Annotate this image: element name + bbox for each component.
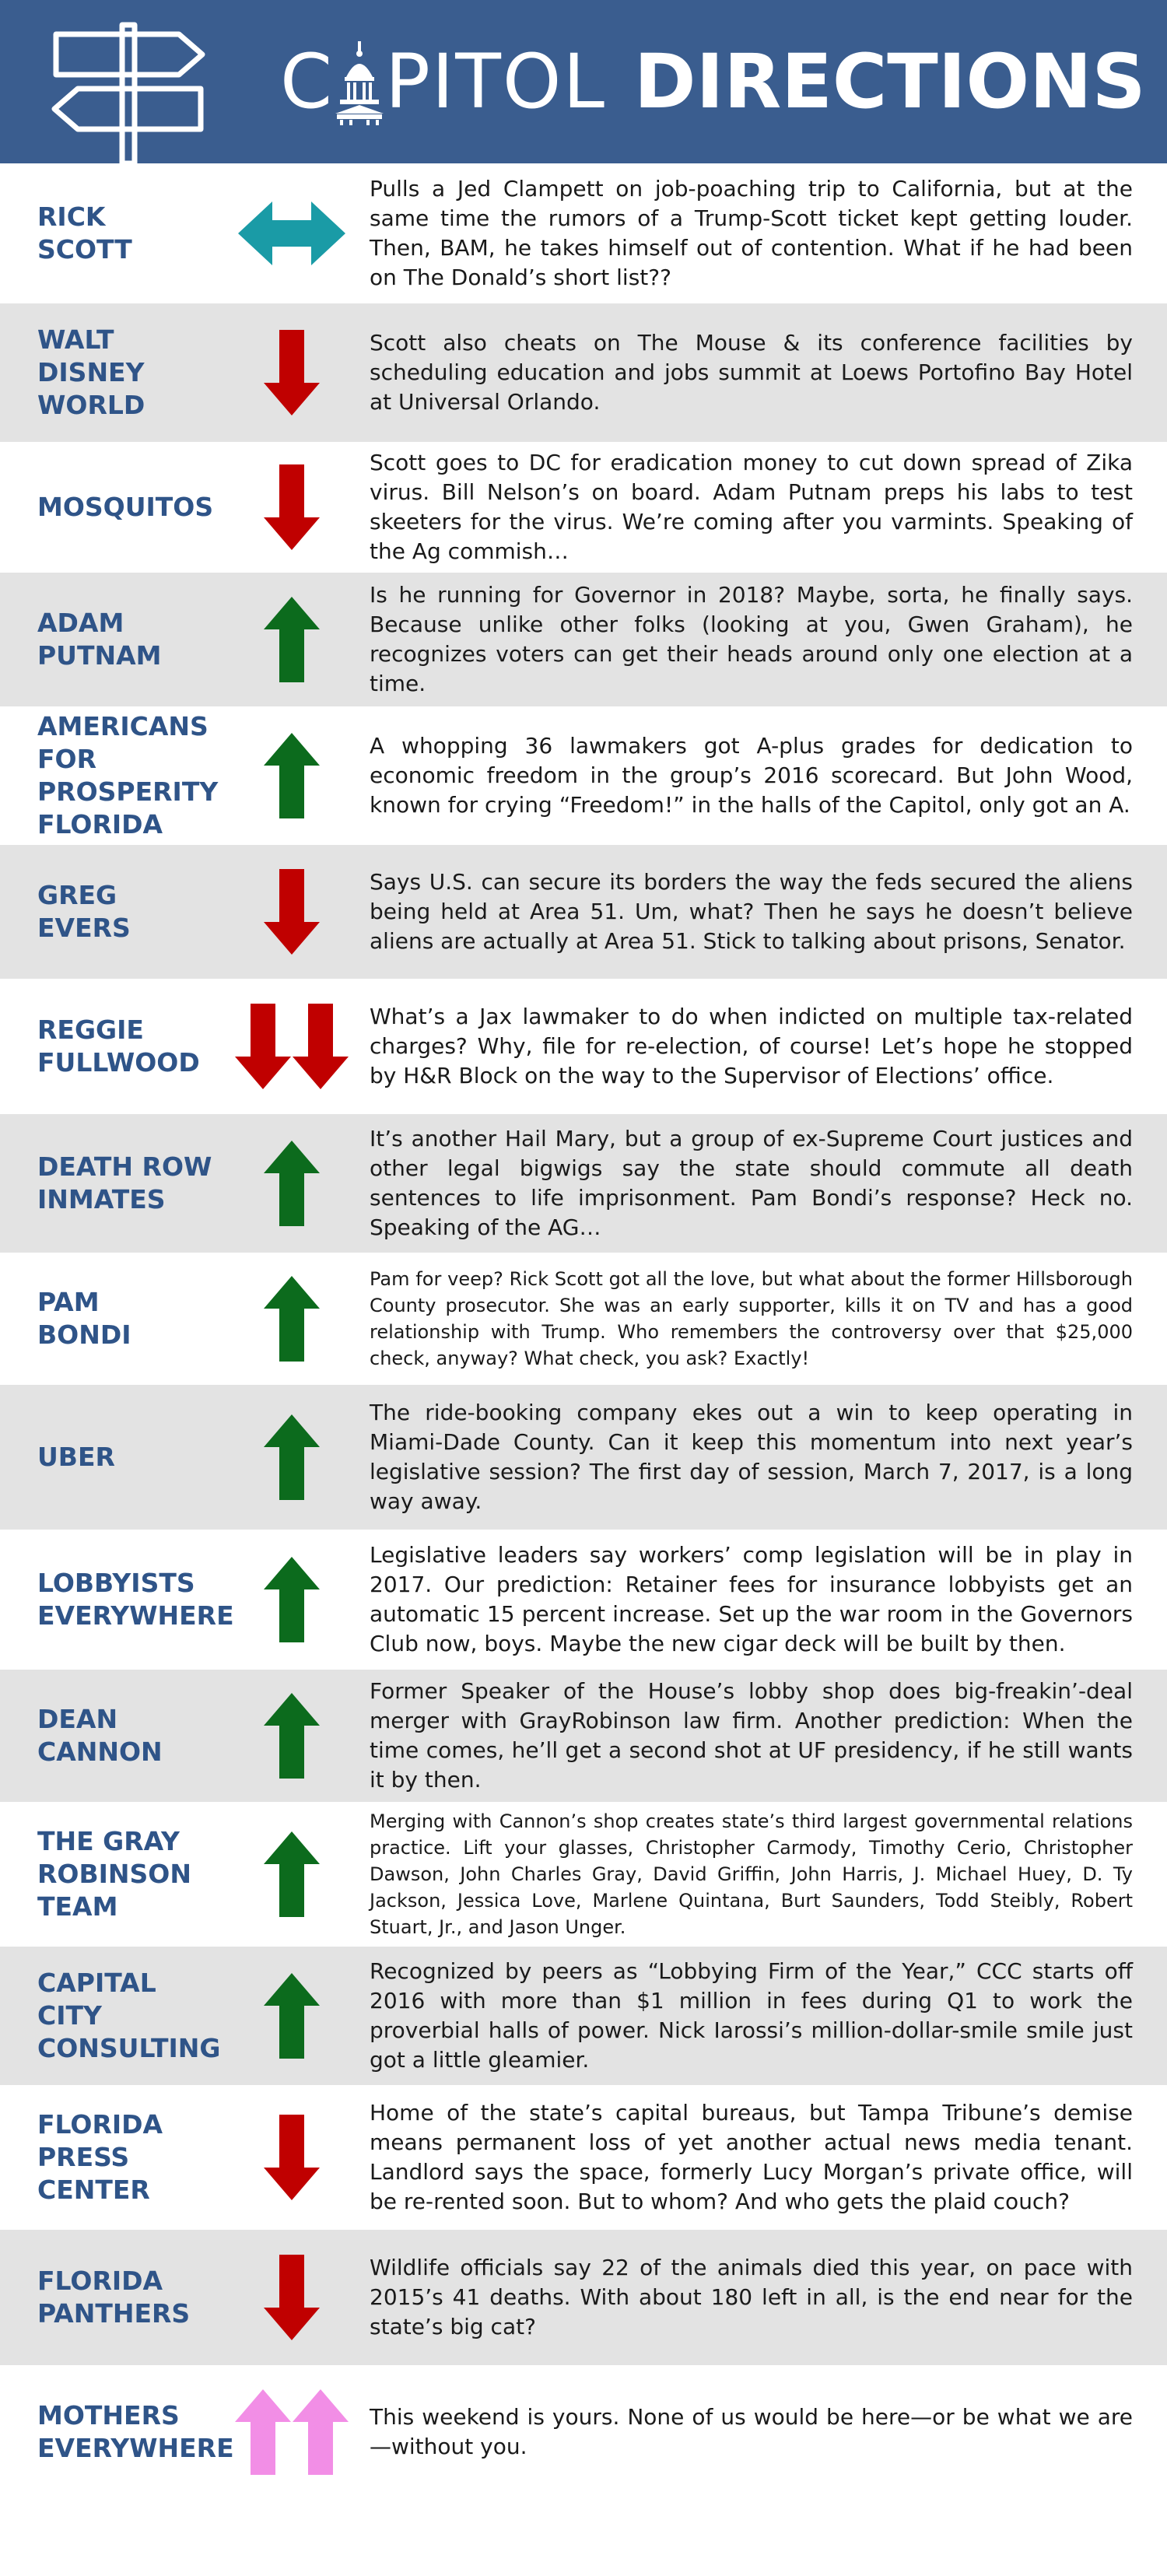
direction-row <box>0 1114 1167 1253</box>
header-banner <box>0 0 1167 163</box>
arrow-up-icon <box>233 1687 350 1785</box>
row-commentary-text: Scott also cheats on The Mouse & its conference facilities by scheduling education and jobs summit at Loews Portofino Bay Hotel at Universal Orlando. <box>370 330 1133 415</box>
row-subject: FLORIDA PRESS CENTER <box>37 2109 163 2205</box>
row-direction <box>226 706 358 845</box>
row-commentary <box>370 1802 1133 1947</box>
row-subject: MOSQUITOS <box>37 492 214 522</box>
row-commentary-text: Wildlife officials say 22 of the animals died this year, on pace with 2015’s 41 deaths. With about 180 left in all, is the end near for the state’s big cat? <box>370 2255 1133 2339</box>
page-title <box>280 23 1146 140</box>
row-commentary <box>370 845 1133 979</box>
arrow-down-icon <box>233 458 350 556</box>
arrow-up-icon <box>233 591 350 689</box>
direction-row <box>0 706 1167 845</box>
direction-row <box>0 1670 1167 1802</box>
row-commentary-text: Pulls a Jed Clampett on job-poaching trip to California, but at the same time the rumors of a Trump-Scott ticket kept getting louder. Then, BAM, he takes himself out of contention. What if he had been on The Donald’s short list?? <box>370 176 1133 290</box>
row-direction <box>226 1802 358 1947</box>
row-subject: THE GRAY ROBINSON TEAM <box>37 1826 191 1922</box>
row-commentary-text: Merging with Cannon’s shop creates state’s third largest governmental relations practice. Lift your glasses, Christopher Carmody, Timothy Cerio, Christopher Dawson, John Charles Gray, David Griffin, John Harris, J. Michael Huey, D. Ty Jackson, Jessica Love, Marlene Quintana, Burt Saunders, Todd Steibly, Robert Stuart, Jr., and Jason Unger. <box>370 1810 1133 1938</box>
row-direction <box>226 1530 358 1670</box>
row-commentary <box>370 1530 1133 1670</box>
title-letter-c: C <box>280 38 335 125</box>
row-commentary <box>370 1253 1133 1385</box>
arrow-down-icon <box>233 324 350 422</box>
arrow-up-icon <box>233 1551 350 1649</box>
row-direction <box>226 573 358 706</box>
row-commentary-text: What’s a Jax lawmaker to do when indicted on multiple tax-related charges? Why, file for re-election, of course! Let’s hope he stopped by H&R Block on the way to the Supervisor of Elections’ office. <box>370 1004 1133 1088</box>
row-commentary <box>370 1385 1133 1530</box>
arrow-left-right-icon <box>233 184 350 282</box>
row-subject: CAPITAL CITY CONSULTING <box>37 1968 221 2063</box>
row-commentary-text: Home of the state’s capital bureaus, but Tampa Tribune’s demise means permanent loss of yet another actual news media tenant. Landlord says the space, formerly Lucy Morgan’s private office, will be re-rented soon. But to whom? And who gets the plaid couch? <box>370 2100 1133 2214</box>
row-direction <box>226 1114 358 1253</box>
arrow-down-icon <box>233 2108 350 2206</box>
row-commentary-text: Pam for veep? Rick Scott got all the love, but what about the former Hillsborough County prosecutor. She was an early supporter, kills it on TV and has a good relationship with Trump. Who remembers the controversy over that $25,000 check, anyway? What check, you ask? Exactly! <box>370 1268 1133 1369</box>
row-subject: PAM BONDI <box>37 1287 131 1350</box>
direction-row <box>0 163 1167 303</box>
directions-list <box>0 163 1167 2499</box>
arrow-down-icon <box>233 863 350 961</box>
row-commentary-text: It’s another Hail Mary, but a group of ex-Supreme Court justices and other legal bigwigs say the state should commute all death sentences to life imprisonment. Pam Bondi’s response? Heck no. Speaking of the AG… <box>370 1126 1133 1240</box>
arrow-down-icon <box>233 2248 350 2346</box>
row-commentary-text: Former Speaker of the House’s lobby shop does big-freakin’-deal merger with GrayRobinson law firm. Another prediction: When the time comes, he’ll get a second shot at UF presidency, if he still wants it by then. <box>370 1678 1133 1793</box>
row-commentary-text: A whopping 36 lawmakers got A-plus grades for dedication to economic freedom in the group’s 2016 scorecard. But John Wood, known for crying “Freedom!” in the halls of the Capitol, only got an A. <box>370 733 1133 818</box>
direction-row <box>0 2365 1167 2499</box>
row-commentary <box>370 1670 1133 1802</box>
direction-row <box>0 2085 1167 2230</box>
row-commentary <box>370 1114 1133 1253</box>
direction-row <box>0 1385 1167 1530</box>
direction-row <box>0 573 1167 706</box>
row-subject: REGGIE FULLWOOD <box>37 1015 200 1078</box>
row-direction <box>226 2230 358 2365</box>
direction-row <box>0 1947 1167 2085</box>
row-subject: MOTHERS EVERYWHERE <box>37 2400 234 2463</box>
row-direction <box>226 979 358 1114</box>
direction-row <box>0 979 1167 1114</box>
row-commentary <box>370 706 1133 845</box>
direction-row <box>0 1530 1167 1670</box>
row-subject: DEATH ROW INMATES <box>37 1151 212 1214</box>
row-commentary <box>370 979 1133 1114</box>
double-arrow-up-icon <box>233 2383 350 2481</box>
row-direction <box>226 1385 358 1530</box>
arrow-up-icon <box>233 1270 350 1368</box>
row-commentary-text: Recognized by peers as “Lobbying Firm of the Year,” CCC starts off 2016 with more than $1 million in fees during Q1 to work the proverbial halls of power. Nick Iarossi’s million-dollar-smile smile just got a little gleamier. <box>370 1958 1133 2073</box>
row-subject: DEAN CANNON <box>37 1704 163 1767</box>
direction-row <box>0 1802 1167 1947</box>
direction-row <box>0 1253 1167 1385</box>
direction-row <box>0 442 1167 573</box>
row-commentary-text: Says U.S. can secure its borders the way the feds secured the aliens being held at Area 51. Um, what? Then he says he doesn’t believe aliens are actually at Area 51. Stick to talking about prisons, Senator. <box>370 869 1133 954</box>
row-commentary <box>370 573 1133 706</box>
row-direction <box>226 1670 358 1802</box>
row-direction <box>226 845 358 979</box>
row-subject: RICK SCOTT <box>37 202 132 265</box>
row-direction <box>226 442 358 573</box>
row-subject: WALT DISNEY WORLD <box>37 324 145 420</box>
row-direction <box>226 1947 358 2085</box>
row-direction <box>226 303 358 442</box>
row-commentary-text: Legislative leaders say workers’ comp legislation will be in play in 2017. Our prediction: Retainer fees for insurance lobbyists get an automatic 15 percent increase. Set up the war room in the Governors Club now, boys. Maybe the new cigar deck will be built by then. <box>370 1542 1133 1656</box>
row-commentary <box>370 303 1133 442</box>
title-capitol <box>280 38 606 125</box>
row-subject: FLORIDA PANTHERS <box>37 2266 191 2329</box>
row-subject: GREG EVERS <box>37 880 131 943</box>
row-subject: AMERICANS FOR PROSPERITY FLORIDA <box>37 711 219 839</box>
signpost-icon <box>47 17 210 163</box>
row-direction <box>226 2365 358 2499</box>
row-direction <box>226 1253 358 1385</box>
row-commentary-text: Scott goes to DC for eradication money to cut down spread of Zika virus. Bill Nelson’s on board. Adam Putnam preps his labs to test skeeters for the virus. We’re coming after you varmints. Speaking of the Ag commish… <box>370 450 1133 564</box>
title-directions: DIRECTIONS <box>633 38 1146 125</box>
arrow-up-icon <box>233 1825 350 1923</box>
arrow-up-icon <box>233 1967 350 2065</box>
row-commentary <box>370 442 1133 573</box>
double-arrow-down-icon <box>233 997 350 1095</box>
row-commentary-text: The ride-booking company ekes out a win to keep operating in Miami-Dade County. Can it keep this momentum into next year’s legislative session? The first day of session, March 7, 2017, is a long way away. <box>370 1400 1133 1514</box>
row-direction <box>226 2085 358 2230</box>
capitol-dome-icon <box>335 40 384 125</box>
row-subject: ADAM PUTNAM <box>37 608 162 671</box>
arrow-up-icon <box>233 727 350 825</box>
arrow-up-icon <box>233 1134 350 1232</box>
row-commentary <box>370 2365 1133 2499</box>
arrow-up-icon <box>233 1408 350 1506</box>
row-commentary-text: Is he running for Governor in 2018? Maybe, sorta, he finally says. Because unlike other folks (looking at you, Gwen Graham), he recognizes voters can get their heads around only one election at a time. <box>370 582 1133 696</box>
row-commentary <box>370 163 1133 303</box>
row-commentary <box>370 1947 1133 2085</box>
direction-row <box>0 2230 1167 2365</box>
title-letters-pitol: PITOL <box>385 38 606 125</box>
row-commentary <box>370 2085 1133 2230</box>
direction-row <box>0 303 1167 442</box>
row-commentary-text: This weekend is yours. None of us would be here—or be what we are—without you. <box>370 2404 1133 2459</box>
row-subject: UBER <box>37 1442 115 1472</box>
row-direction <box>226 163 358 303</box>
row-subject: LOBBYISTS EVERYWHERE <box>37 1568 234 1631</box>
direction-row <box>0 845 1167 979</box>
row-commentary <box>370 2230 1133 2365</box>
